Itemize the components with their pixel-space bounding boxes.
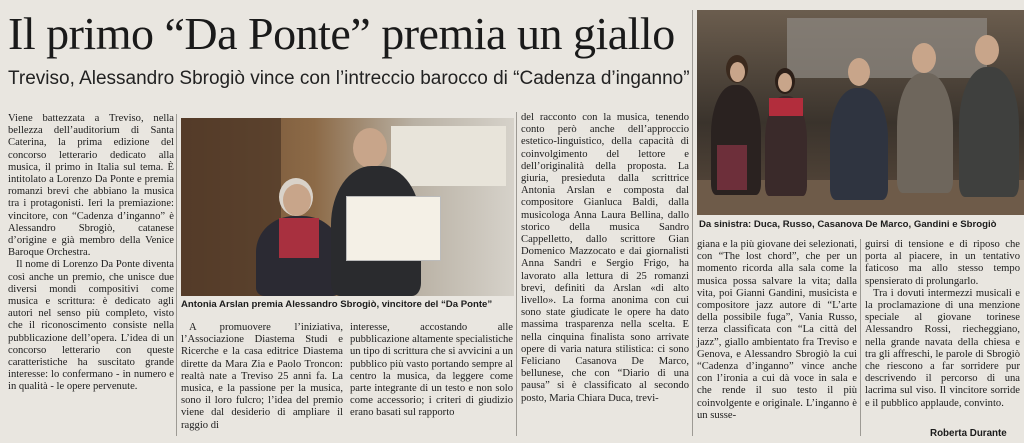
paragraph: del racconto con la musica, tenendo conto però anche dell’approccio estetico-linguistico, della capacità di coinvolgimento del lettore e dell’originalità della proposta. La giuria, presieduta dalla scrittrice Antonia Arslan e composta dal compositore Gianluca Baldi, dalla musicologa Anna Laura Bellina, dallo storico della musica Sandro Cappelletto, dallo scrittore Gian Domenico Mazzocato e dai giornalisti Anna Sandri e Sergio Frigo, ha lavorato alla lettura di 25 romanzi brevi, definiti da Arslan «di alto livello». La forma anonima con cui sono state giudicate le opere ha dato massima trasparenza nella scelta. E nella cinquina finalista sono arrivate opere di varia natura stilistica: ci sono Feliciano Casanova De Marco, bellunese, che con “Diario di una pausa” si è classificato al secondo posto, Maria Chiara Duca, trevi- [521, 112, 689, 404]
paragraph: Tra i dovuti intermezzi musicali e la proclamazione di una menzione speciale al giovane torinese Alessandro Rossi, riecheggiano, nella grande navata della chiesa e tra gli affreschi, le parole di Sbrogiò che riescono a far sorridere pur descrivendo il percorso di una lacrima sul viso. Il vincitore sorride e il pubblico applaude, convinto. [865, 287, 1020, 409]
headline: Il primo “Da Ponte” premia un giallo [8, 8, 675, 59]
paragraph: giana e la più giovane dei selezionati, con “The lost chord”, che per un momento ricorda alla sala come la musica possa salvare la vita; dalla vita, poi Gianni Gandini, musicista e compositore jazz autore di “L’arte della possibile fuga”, Vania Russo, terza classificata con “La città del jazz”, giallo ambientato fra Treviso e Genova, e Alessandro Sbrogiò la cui “Cadenza d’inganno” vince anche con l’ironia a cui dà voce in sala e che rende il suo testo il più coinvolgente e originale. L’inganno è un susse- [697, 239, 857, 421]
award-photo [181, 118, 514, 296]
column-4 [521, 112, 689, 405]
group-photo [697, 10, 1024, 215]
column-5 [697, 239, 857, 422]
subheadline: Treviso, Alessandro Sbrogiò vince con l’intreccio barocco di “Cadenza d’inganno” [8, 68, 690, 89]
column-1 [8, 113, 174, 435]
paragraph: A promuovere l’iniziativa, l’Associazione Diastema Studi e Ricerche e la casa editrice Diastema dirette da Mara Zia e Paolo Troncon: realtà nate a Treviso 25 anni fa. La musica, e la passione per la musica, sono il loro fulcro; l’idea del premio viene dal desiderio di ampliare il raggio di [181, 322, 343, 431]
author-byline: Roberta Durante [930, 428, 1007, 439]
caption-award-photo: Antonia Arslan premia Alessandro Sbrogiò, vincitore del “Da Ponte” [181, 299, 493, 310]
column-6 [865, 239, 1020, 410]
paragraph: Il nome di Lorenzo Da Ponte diventa così anche un premio, che unisce due diversi mondi compositivi come musica e scrittura: è dedicato agli autori nel senso più completo, visto che il riconoscimento consiste nella pubblicazione dell’opera. L’idea di un concorso letterario con queste caratteristiche ha suscitato grande interesse: lo confermano - in numero e in qualità - le opere pervenute. [8, 259, 174, 393]
paragraph: Viene battezzata a Treviso, nella bellezza dell’auditorium di Santa Caterina, la prima edizione del concorso letterario dedicato alla musica, il primo in Italia sul tema. È intitolato a Lorenzo Da Ponte e premia romanzi brevi che abbiano la musica tra i protagonisti. Ieri la premiazione: vincitore, con “Cadenza d’inganno” è Alessandro Sbrogiò, catanese d’origine e già membro della Venice Baroque Orchestra. [8, 113, 174, 259]
column-2 [181, 322, 343, 432]
caption-group-photo: Da sinistra: Duca, Russo, Casanova De Marco, Gandini e Sbrogiò [699, 219, 997, 230]
paragraph: interesse, accostando alle pubblicazione altamente specialistiche un tipo di scrittura che si avvicini a un pubblico più vasto portando sempre al centro la musica, da leggere come parte integrante di un testo e non solo come accessorio; i criteri di giudizio erano basati sul rapporto [350, 322, 513, 419]
paragraph: guirsi di tensione e di riposo che porta al piacere, in un tentativo faticoso ma allo stesso tempo spensierato di prolungarlo. [865, 239, 1020, 287]
column-3 [350, 322, 513, 420]
